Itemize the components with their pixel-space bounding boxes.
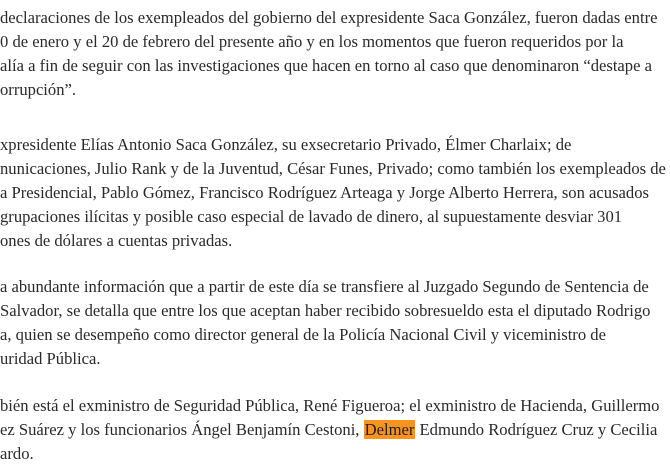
text-line: nunicaciones, Julio Rank y de la Juventud, César Funes, Privado; como también los exempleados de xyxy=(0,159,666,178)
text-line: declaraciones de los exempleados del gobierno del expresidente Saca González, fueron dadas entre xyxy=(0,8,658,27)
text-line: bién está el exministro de Seguridad Pública, René Figueroa; el exministro de Hacienda, Guillermo xyxy=(0,396,660,415)
text-line: Salvador, se detalla que entre los que aceptan haber recibido sobresueldo esta el diputado Rodrigo xyxy=(0,301,651,320)
text-line: a Presidencial, Pablo Gómez, Francisco Rodríguez Arteaga y Jorge Alberto Herrera, son acusados xyxy=(0,183,649,202)
paragraph-2 xyxy=(0,133,666,253)
text-segment: ez Suárez y los funcionarios Ángel Benjamín Cestoni, xyxy=(0,420,364,439)
text-line-with-highlight xyxy=(0,418,659,442)
paragraph-1 xyxy=(0,6,657,102)
search-highlight: Delmer xyxy=(364,420,415,439)
paragraph-4 xyxy=(0,394,659,466)
text-line: ones de dólares a cuentas privadas. xyxy=(0,231,233,250)
text-line: orrupción”. xyxy=(0,80,77,99)
text-line: a, quien se desempeño como director general de la Policía Nacional Civil y viceministro de xyxy=(0,325,606,344)
text-line: uridad Pública. xyxy=(0,349,101,368)
text-line: xpresidente Elías Antonio Saca González, su exsecretario Privado, Élmer Charlaix; de xyxy=(0,135,572,154)
paragraph-3 xyxy=(0,275,650,371)
text-line: a abundante información que a partir de este día se transfiere al Juzgado Segundo de Sentencia de xyxy=(0,277,649,296)
text-line: ardo. xyxy=(0,444,34,463)
text-line: 0 de enero y el 20 de febrero del presente año y en los momentos que fueron requeridos por la xyxy=(0,32,624,51)
text-line: grupaciones ilícitas y posible caso especial de lavado de dinero, al supuestamente desviar 301 xyxy=(0,207,623,226)
text-line: alía a fin de seguir con las investigaciones que hacen en torno al caso que denominaron “destape a xyxy=(0,56,652,75)
text-segment: Edmundo Rodríguez Cruz y Cecilia xyxy=(415,420,658,439)
